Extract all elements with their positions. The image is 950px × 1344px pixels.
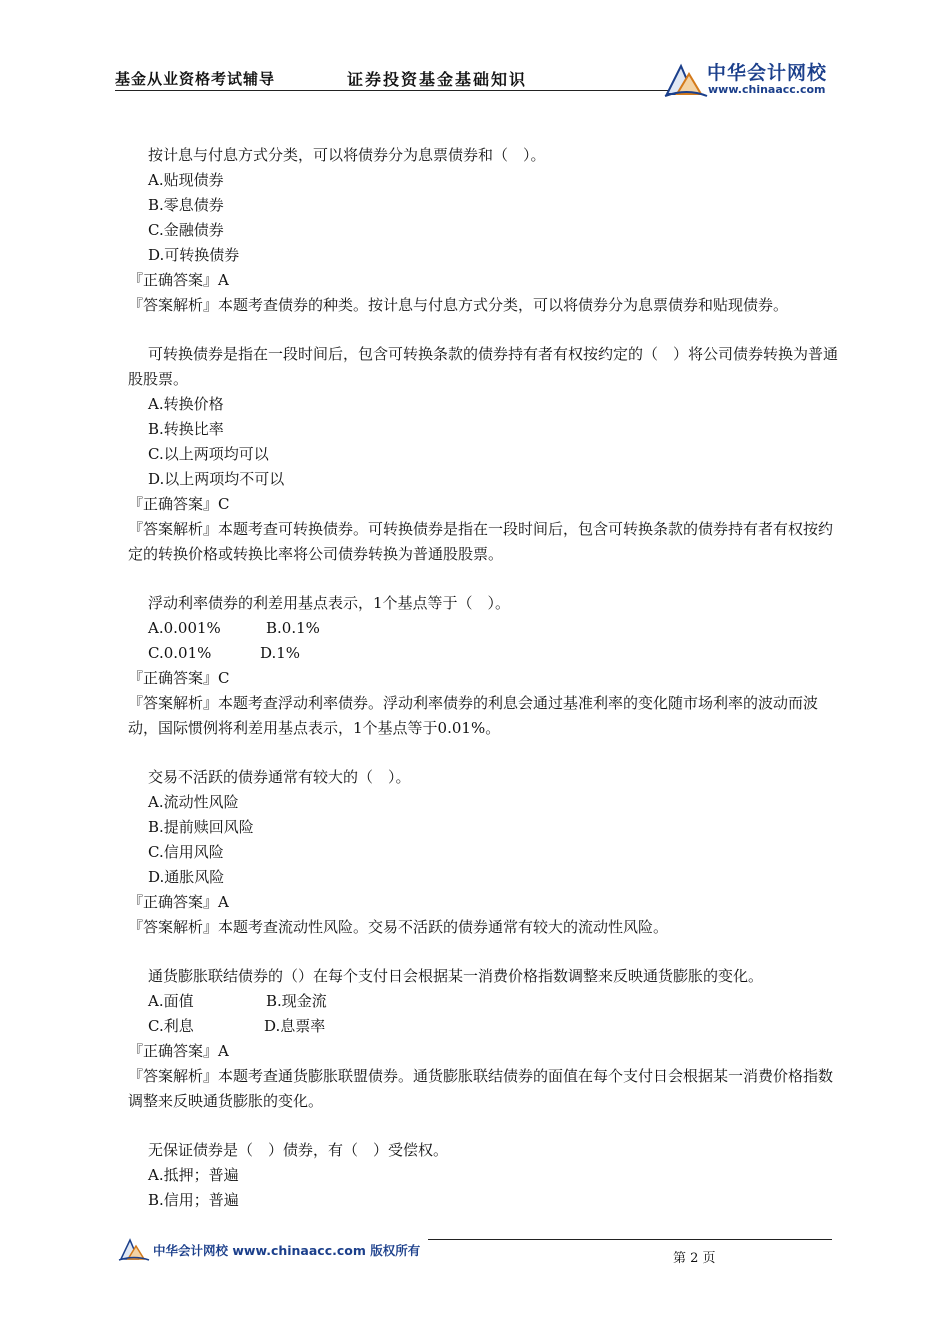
header-divider [115, 90, 675, 91]
option-row [128, 616, 840, 641]
question-block [128, 591, 840, 741]
option-b: B.转换比率 [148, 420, 224, 438]
option-c: C.利息 [148, 1017, 194, 1035]
answer-explanation: 『答案解析』本题考查债券的种类。按计息与付息方式分类，可以将债券分为息票债券和贴现债券。 [128, 296, 789, 314]
option-b: B.信用；普遍 [148, 1191, 239, 1209]
option-a: A.转换价格 [148, 395, 224, 413]
option-c: C.以上两项均可以 [148, 445, 269, 463]
correct-answer: 『正确答案』C [128, 669, 230, 687]
question-stem: 通货膨胀联结债券的（）在每个支付日会根据某一消费价格指数调整来反映通货膨胀的变化。 [148, 967, 764, 985]
logo-url: www.chinaacc.com [708, 83, 826, 96]
copyright-text: 中华会计网校 www.chinaacc.com 版权所有 [153, 1243, 421, 1258]
option-b: B.0.1% [266, 619, 320, 637]
option-row [128, 641, 840, 666]
option-b: B.提前赎回风险 [148, 818, 254, 836]
option-d: D.通胀风险 [148, 868, 225, 886]
logo-triangle-icon [663, 60, 709, 98]
option-a: A.面值 [148, 992, 194, 1010]
correct-answer: 『正确答案』A [128, 271, 229, 289]
option-c: C.金融债券 [148, 221, 224, 239]
option-row [128, 1014, 840, 1039]
question-stem: 交易不活跃的债券通常有较大的（ ）。 [148, 768, 411, 786]
correct-answer: 『正确答案』C [128, 495, 230, 513]
question-block [128, 964, 840, 1114]
option-d: D.1% [260, 644, 301, 662]
answer-explanation: 『答案解析』本题考查可转换债券。可转换债券是指在一段时间后，包含可转换条款的债券持有者有权按约定的转换价格或转换比率将公司债券转换为普通股股票。 [128, 520, 834, 563]
option-a: A.流动性风险 [148, 793, 239, 811]
option-b: B.现金流 [266, 992, 327, 1010]
page-header [115, 58, 835, 98]
question-block [128, 1138, 840, 1213]
footer-logo-icon [118, 1236, 150, 1262]
option-row [128, 989, 840, 1014]
exam-series-title: 基金从业资格考试辅导 [115, 70, 276, 88]
question-stem: 按计息与付息方式分类，可以将债券分为息票债券和（ ）。 [148, 146, 546, 164]
answer-explanation: 『答案解析』本题考查通货膨胀联盟债券。通货膨胀联结债券的面值在每个支付日会根据某一消费价格指数调整来反映通货膨胀的变化。 [128, 1067, 834, 1110]
site-logo[interactable] [663, 58, 838, 100]
question-list [128, 143, 840, 1237]
option-d: D.可转换债券 [148, 246, 240, 264]
question-block [128, 765, 840, 940]
question-block [128, 143, 840, 318]
question-stem: 无保证债券是（ ）债券，有（ ）受偿权。 [148, 1141, 449, 1159]
answer-explanation: 『答案解析』本题考查浮动利率债券。浮动利率债券的利息会通过基准利率的变化随市场利率的波动而波动，国际惯例将利差用基点表示，1个基点等于0.01%。 [128, 694, 819, 737]
question-stem: 浮动利率债券的利差用基点表示，1个基点等于（ ）。 [148, 594, 511, 612]
option-a: A.0.001% [148, 619, 221, 637]
option-d: D.息票率 [264, 1017, 326, 1035]
page-number: 第 2 页 [673, 1251, 716, 1266]
option-b: B.零息债券 [148, 196, 224, 214]
question-block [128, 342, 840, 567]
logo-name: 中华会计网校 [707, 62, 828, 84]
correct-answer: 『正确答案』A [128, 893, 229, 911]
question-stem: 可转换债券是指在一段时间后，包含可转换条款的债券持有者有权按约定的（ ）将公司债券转换为普通股股票。 [128, 345, 839, 388]
option-c: C.0.01% [148, 644, 212, 662]
footer-divider [428, 1239, 832, 1240]
option-a: A.贴现债券 [148, 171, 224, 189]
answer-explanation: 『答案解析』本题考查流动性风险。交易不活跃的债券通常有较大的流动性风险。 [128, 918, 669, 936]
page-footer [118, 1232, 833, 1272]
option-c: C.信用风险 [148, 843, 224, 861]
subject-title: 证券投资基金基础知识 [347, 70, 528, 89]
option-a: A.抵押；普遍 [148, 1166, 239, 1184]
option-d: D.以上两项均不可以 [148, 470, 285, 488]
correct-answer: 『正确答案』A [128, 1042, 229, 1060]
